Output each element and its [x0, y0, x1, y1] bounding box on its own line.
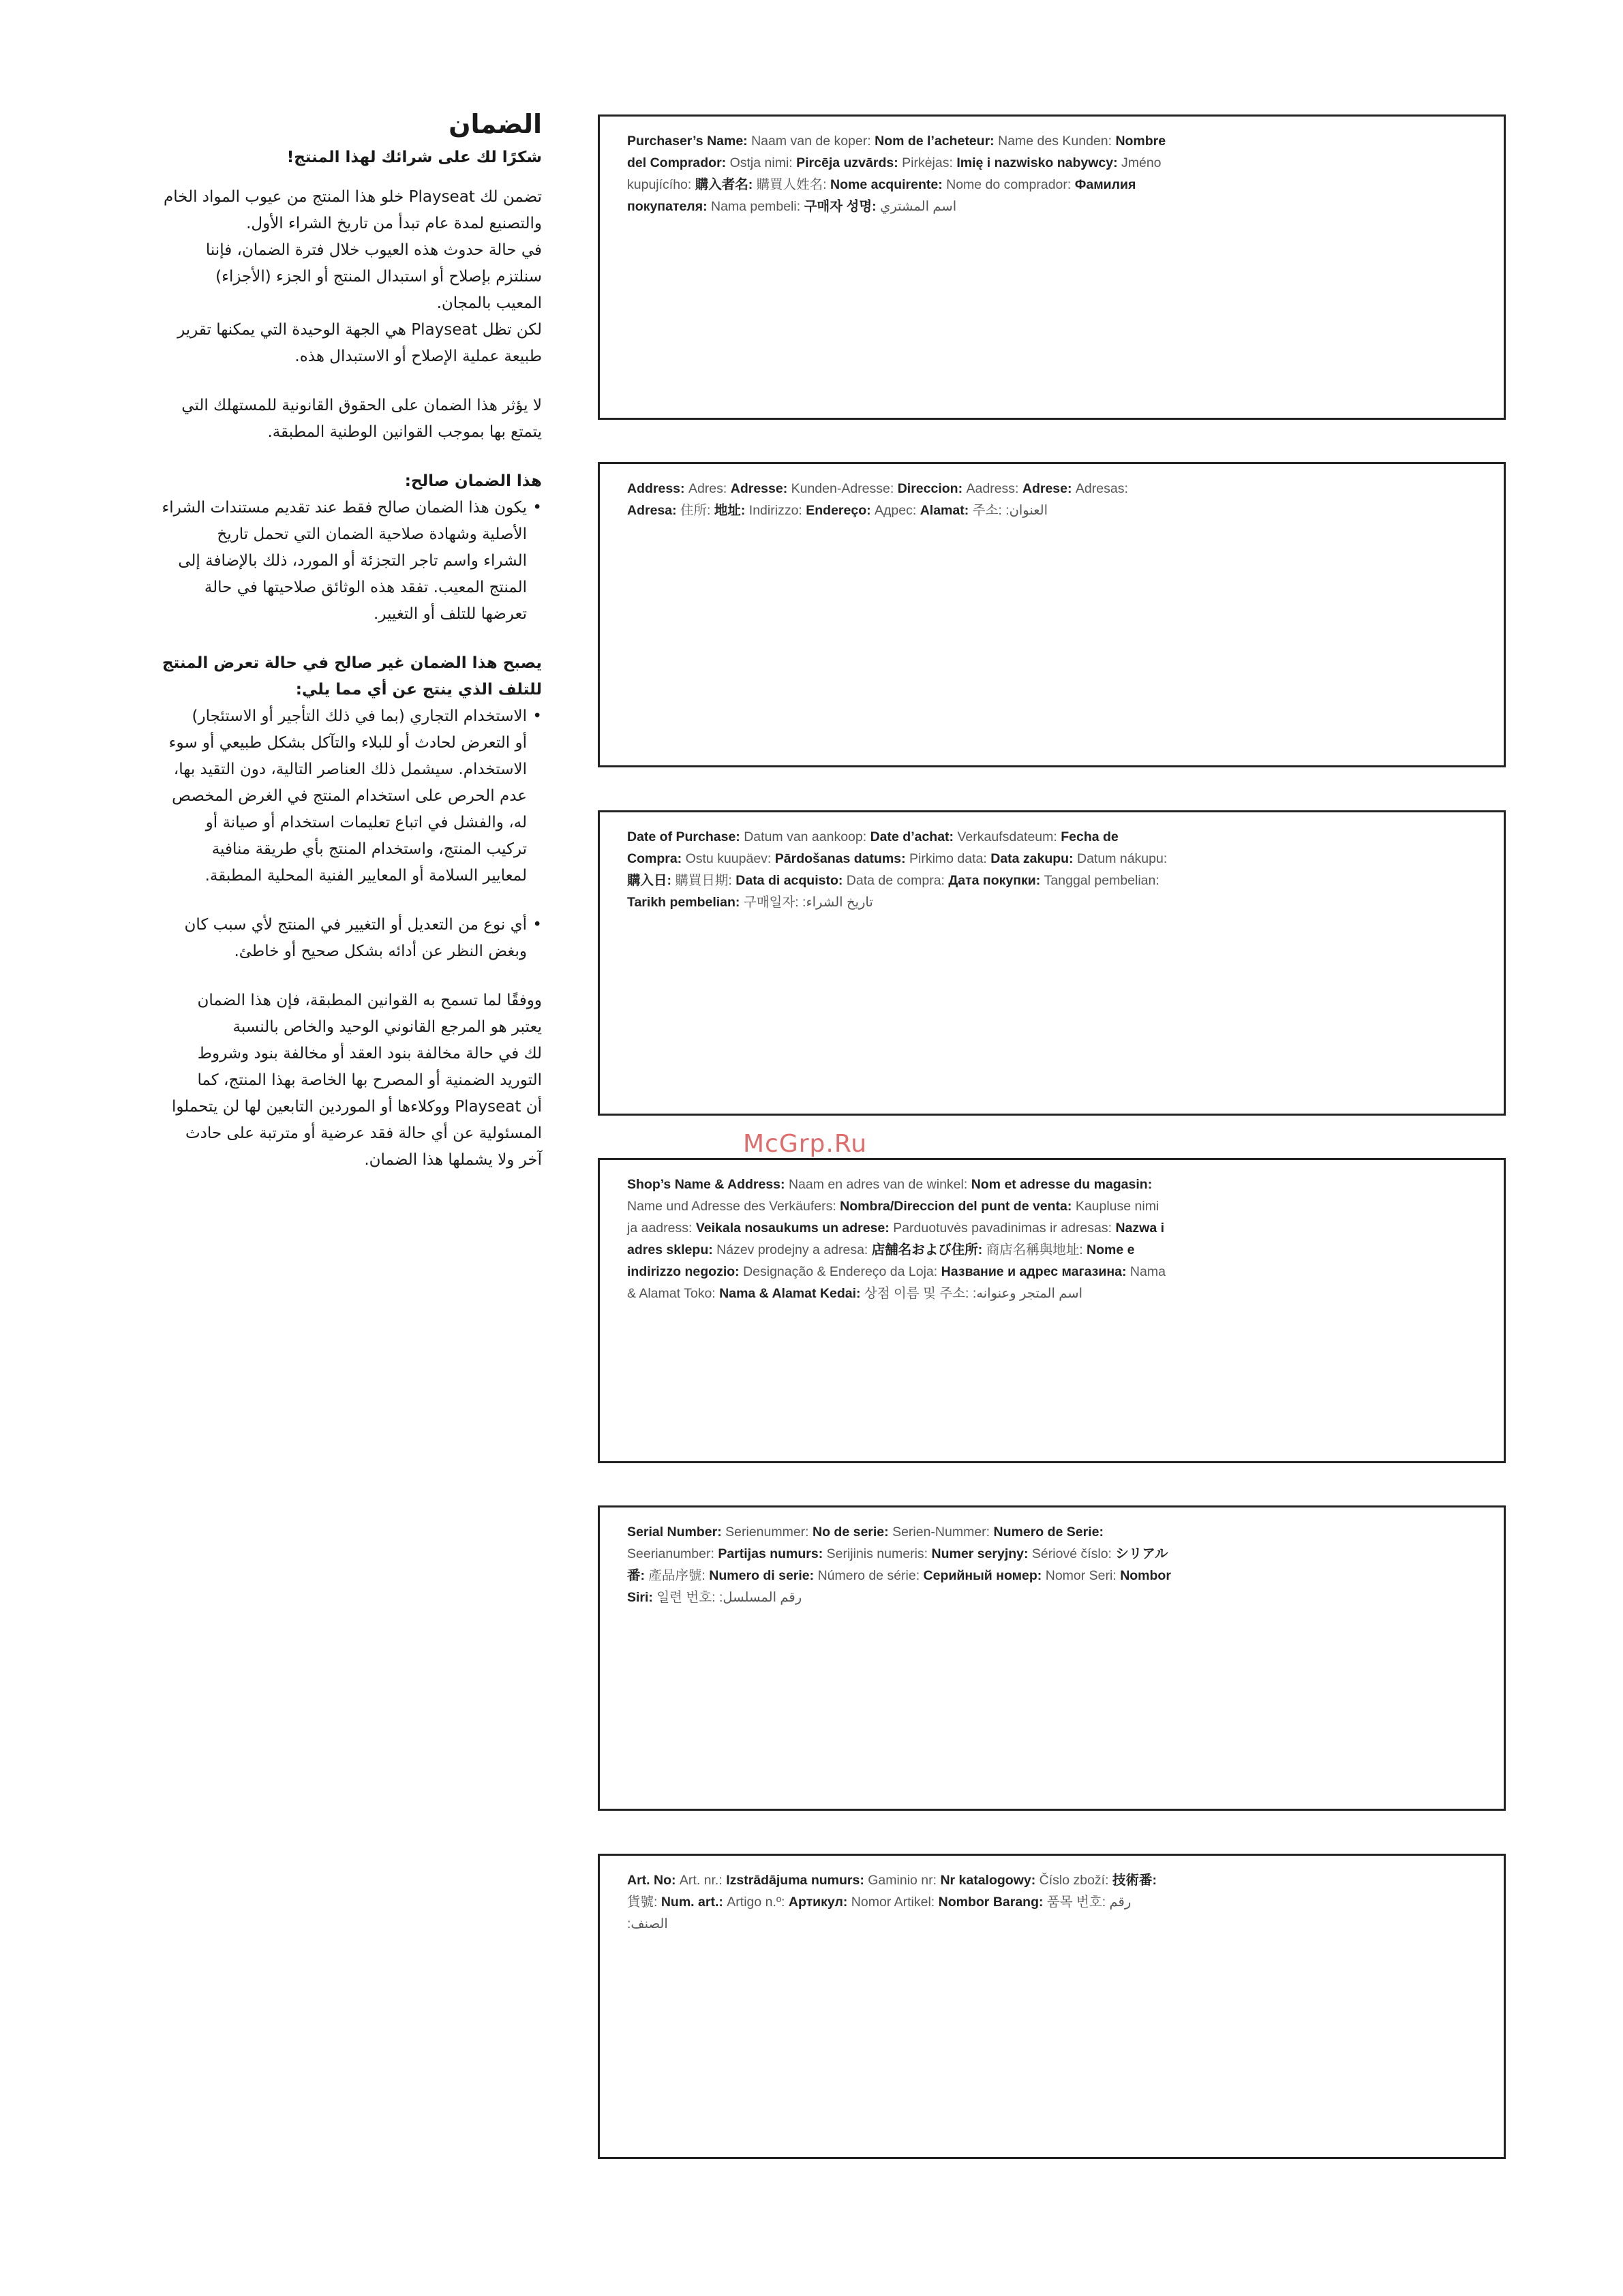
label-segment: اسم المشتري [880, 199, 957, 214]
label-segment: Data zakupu: [990, 851, 1077, 866]
warranty-final-paragraph [102, 988, 542, 1174]
label-segment: Purchaser’s Name: [627, 134, 752, 149]
label-segment: Tarikh pembelian: [627, 895, 744, 910]
text-line: لكن تظل Playseat هي الجهة الوحيدة التي يمكنها تقرير [177, 321, 542, 339]
field-label [627, 1174, 1172, 1304]
label-segment: 구매자 성명: [804, 199, 881, 214]
text-line: • يكون هذا الضمان صالح فقط عند تقديم مستندات الشراء [162, 499, 527, 517]
label-segment: Nombor Barang: [938, 1895, 1047, 1910]
watermark: McGrp.Ru [743, 1130, 868, 1158]
label-segment: Name des Kunden: [998, 134, 1116, 149]
label-segment: العنوان: [1005, 503, 1048, 518]
label-segment: Alamat: [920, 503, 973, 518]
label-segment: 店舗名および住所: [871, 1242, 986, 1257]
label-segment: Numero di serie: [709, 1568, 818, 1583]
label-segment: Název prodejny a adresa: [716, 1242, 872, 1257]
label-segment: Kaupluse nimi ja aadress: [627, 1199, 1159, 1236]
label-segment: Nombra/Direccion del punt de venta: [840, 1199, 1076, 1214]
label-segment: Pircēja uzvārds: [796, 155, 902, 170]
serial-number-field[interactable] [598, 1505, 1506, 1811]
text-line: ووفقًا لما تسمح به القوانين المطبقة، فإن هذا الضمان [197, 992, 542, 1009]
text-line: لك في حالة مخالفة بنود العقد أو مخالفة بنود وشروط [197, 1045, 542, 1062]
text-line: للتلف الذي ينتج عن أي مما يلي: [295, 681, 542, 699]
label-segment: Nombor Siri: [627, 1568, 1171, 1605]
label-segment: Izstrādājuma numurs: [726, 1873, 868, 1888]
label-segment: Adrese: [1022, 481, 1076, 496]
invalid-list-item-1 [102, 703, 542, 889]
label-segment: Date d’achat: [870, 829, 958, 844]
label-segment: Direccion: [897, 481, 967, 496]
text-line: له، والفشل في اتباع تعليمات استخدام أو صيانة أو [205, 814, 527, 831]
text-line: تضمن لك Playseat خلو هذا المنتج من عيوب المواد الخام [163, 188, 542, 206]
text-line: المسئولية عن أي حالة فقد عرضية أو مترتبة على حادث [185, 1124, 542, 1142]
field-label [627, 478, 1172, 521]
label-segment: Kunden-Adresse: [791, 481, 898, 496]
label-segment: Serijinis numeris: [826, 1546, 932, 1561]
label-segment: Veikala nosaukums un adrese: [695, 1221, 894, 1236]
invalid-list-item-2 [102, 912, 542, 965]
text-line: والتصنيع لمدة عام تبدأ من تاريخ الشراء الأول. [246, 215, 542, 232]
label-segment: 購買人姓名: [756, 177, 830, 192]
label-segment: Indirizzo: [748, 503, 806, 518]
invalid-heading [102, 650, 542, 703]
text-line: أو التعرض لحادث أو للبلاء والتآكل بشكل طبيعي أو سوء [168, 734, 527, 752]
label-segment: Naam van de koper: [751, 134, 875, 149]
label-segment: Артикул: [788, 1895, 851, 1910]
label-segment: Datum nákupu: [1077, 851, 1168, 866]
label-segment: Nr katalogowy: [940, 1873, 1040, 1888]
label-segment: 貨號: [627, 1895, 661, 1910]
text-line: تعرضها للتلف أو التغيير. [373, 605, 527, 623]
text-line: الشراء واسم تاجر التجزئة أو المورد، ذلك بالإضافة إلى [178, 552, 527, 570]
label-segment: Pirkėjas: [902, 155, 957, 170]
label-segment: シリアル番: [627, 1546, 1168, 1583]
warranty-title: الضمان [449, 109, 542, 139]
label-segment: Tanggal pembelian: [1044, 873, 1159, 888]
text-line: سنلتزم بإصلاح أو استبدال المنتج أو الجزء (الأجزاء) [215, 268, 542, 286]
text-line: طبيعة عملية الإصلاح أو الاستبدال هذه. [294, 348, 542, 365]
text-line: عدم الحرص على استخدام المنتج في الغرض المخصص [172, 787, 527, 805]
label-segment: Serien-Nummer: [892, 1525, 994, 1540]
label-segment: Serial Number: [627, 1525, 726, 1540]
label-segment: Nama pembeli: [711, 199, 804, 214]
valid-list-item [102, 495, 542, 628]
label-segment: Address: [627, 481, 688, 496]
label-segment: Date of Purchase: [627, 829, 744, 844]
label-segment: Nombre del Comprador: [627, 134, 1166, 170]
text-line: الأصلية وشهادة صلاحية الضمان التي تحمل تاريخ [217, 525, 527, 543]
label-segment: Designação & Endereço da Loja: [743, 1264, 941, 1279]
label-segment: Adres: [688, 481, 731, 496]
label-segment: Nome do comprador: [946, 177, 1075, 192]
label-segment: Verkaufsdateum: [957, 829, 1061, 844]
label-segment: 상점 이름 및 주소: [864, 1286, 973, 1301]
field-label [627, 130, 1172, 217]
text-line: • الاستخدام التجاري (بما في ذلك التأجير أو الاستئجار) [192, 707, 527, 725]
label-segment: Fecha de Compra: [627, 829, 1119, 866]
label-segment: Číslo zboží: [1039, 1873, 1112, 1888]
label-segment: Imię i nazwisko nabywcy: [956, 155, 1121, 170]
text-line: التوريد الضمنية أو المصرح بها الخاصة بهذا المنتج، كما [197, 1071, 542, 1089]
label-segment: Дата покупки: [948, 873, 1044, 888]
label-segment: Naam en adres van de winkel: [788, 1177, 971, 1192]
label-segment: Nazwa i adres sklepu: [627, 1221, 1164, 1257]
label-segment: Data de compra: [846, 873, 949, 888]
warranty-text-column [102, 109, 542, 1174]
text-line: يتمتع بها بموجب القوانين الوطنية المطبقة. [267, 423, 542, 441]
label-segment: Seerianumber: [627, 1546, 718, 1561]
label-segment: Nomor Artikel: [851, 1895, 939, 1910]
label-segment: Artigo n.º: [727, 1895, 789, 1910]
shop-name-address-field[interactable] [598, 1158, 1506, 1463]
label-segment: Фамилия покупателя: [627, 177, 1136, 214]
label-segment: Shop’s Name & Address: [627, 1177, 789, 1192]
label-segment: Adresas: [1075, 481, 1128, 496]
label-segment: Data di acquisto: [735, 873, 847, 888]
label-segment: 품목 번호: [1046, 1895, 1110, 1910]
label-segment: Pārdošanas datums: [774, 851, 909, 866]
label-segment: 購入者名: [695, 177, 757, 192]
label-segment: 일련 번호: [656, 1590, 719, 1605]
label-segment: Nome e indirizzo negozio: [627, 1242, 1135, 1279]
label-segment: Название и адрес магазина: [941, 1264, 1130, 1279]
label-segment: Name und Adresse des Verkäufers: [627, 1199, 840, 1214]
label-segment: Nom de l’acheteur: [875, 134, 999, 149]
label-segment: Serienummer: [725, 1525, 813, 1540]
label-segment: 구매일자: [743, 895, 803, 910]
label-segment: 購入日: [627, 873, 676, 888]
label-segment: Ostja nimi: [729, 155, 797, 170]
label-segment: Adresse: [730, 481, 791, 496]
valid-heading: هذا الضمان صالح: [404, 472, 542, 490]
text-line: • أي نوع من التعديل أو التغيير في المنتج لأي سبب كان [184, 916, 527, 934]
field-label [627, 826, 1172, 913]
field-label [627, 1869, 1172, 1935]
label-segment: Nom et adresse du magasin: [971, 1177, 1153, 1192]
label-segment: No de serie: [813, 1525, 893, 1540]
label-segment: 주소: [972, 503, 1006, 518]
text-line: لا يؤثر هذا الضمان على الحقوق القانونية للمستهلك التي [181, 397, 542, 414]
label-segment: Endereço: [806, 503, 875, 518]
text-line: يعتبر هو المرجع القانوني الوحيد والخاص بالنسبة [232, 1018, 542, 1036]
label-segment: Aadress: [966, 481, 1022, 496]
text-line: في حالة حدوث هذه العيوب خلال فترة الضمان، فإننا [205, 241, 542, 259]
label-segment: Адрес: [875, 503, 920, 518]
label-segment: 產品序號: [648, 1568, 710, 1583]
label-segment: Nama & Alamat Kedai: [719, 1286, 864, 1301]
address-field[interactable] [598, 462, 1506, 767]
text-line: يصبح هذا الضمان غير صالح في حالة تعرض المنتج [162, 654, 542, 672]
label-segment: Datum van aankoop: [744, 829, 870, 844]
label-segment: Numer seryjny: [931, 1546, 1032, 1561]
label-segment: رقم الصنف: [627, 1895, 1132, 1931]
label-segment: 購買日期: [675, 873, 736, 888]
label-segment: Art. No: [627, 1873, 680, 1888]
label-segment: Jméno kupujícího: [627, 155, 1162, 192]
label-segment: 地址: [714, 503, 749, 518]
label-segment: Gaminio nr: [868, 1873, 941, 1888]
warranty-paragraph-1 [102, 184, 542, 370]
label-segment: Nomor Seri: [1045, 1568, 1121, 1583]
text-line: آخر ولا يشملها هذا الضمان. [364, 1151, 542, 1169]
field-label [627, 1521, 1172, 1608]
label-segment: Sériové číslo: [1031, 1546, 1116, 1561]
text-line: المعيب بالمجان. [436, 294, 542, 312]
label-segment: Nome acquirente: [830, 177, 947, 192]
label-segment: 住所: [680, 503, 714, 518]
label-segment: Art. nr.: [679, 1873, 727, 1888]
label-segment: Nama & Alamat Toko: [627, 1264, 1166, 1301]
art-no-field[interactable] [598, 1854, 1506, 2159]
label-segment: 商店名稱與地址: [986, 1242, 1087, 1257]
text-line: الاستخدام. سيشمل ذلك العناصر التالية، دون التقيد بها، [173, 761, 527, 778]
label-segment: Numero de Serie: [993, 1525, 1104, 1540]
text-line: المنتج المعيب. تفقد هذه الوثائق صلاحيتها في حالة [204, 579, 527, 596]
label-segment: Número de série: [817, 1568, 924, 1583]
warranty-thanks: شكرًا لك على شرائك لهذا المنتج! [286, 149, 542, 166]
text-line: لمعايير السلامة أو المعايير الفنية المحلية المطبقة. [204, 867, 527, 885]
text-line: أن Playseat ووكلاءها أو الموردين التابعين لها لن يتحملوا [172, 1098, 542, 1116]
label-segment: رقم المسلسل: [718, 1590, 802, 1605]
label-segment: Серийный номер: [923, 1568, 1046, 1583]
label-segment: Pirkimo data: [909, 851, 991, 866]
warranty-paragraph-2 [102, 393, 542, 446]
label-segment: Num. art.: [661, 1895, 727, 1910]
label-segment: Adresa: [627, 503, 681, 518]
label-segment: Partijas numurs: [718, 1546, 827, 1561]
text-line: تركيب المنتج، واستخدام المنتج بأي طريقة منافية [211, 840, 527, 858]
label-segment: Ostu kuupäev: [685, 851, 775, 866]
label-segment: اسم المتجر وعنوانه: [972, 1286, 1083, 1301]
label-segment: 技術番: [1112, 1873, 1157, 1888]
label-segment: تاريخ الشراء: [802, 895, 873, 910]
purchaser-name-field[interactable] [598, 114, 1506, 420]
label-segment: Parduotuvės pavadinimas ir adresas: [893, 1221, 1116, 1236]
text-line: وبغض النظر عن أدائه بشكل صحيح أو خاطئ. [234, 943, 527, 960]
date-of-purchase-field[interactable] [598, 810, 1506, 1116]
